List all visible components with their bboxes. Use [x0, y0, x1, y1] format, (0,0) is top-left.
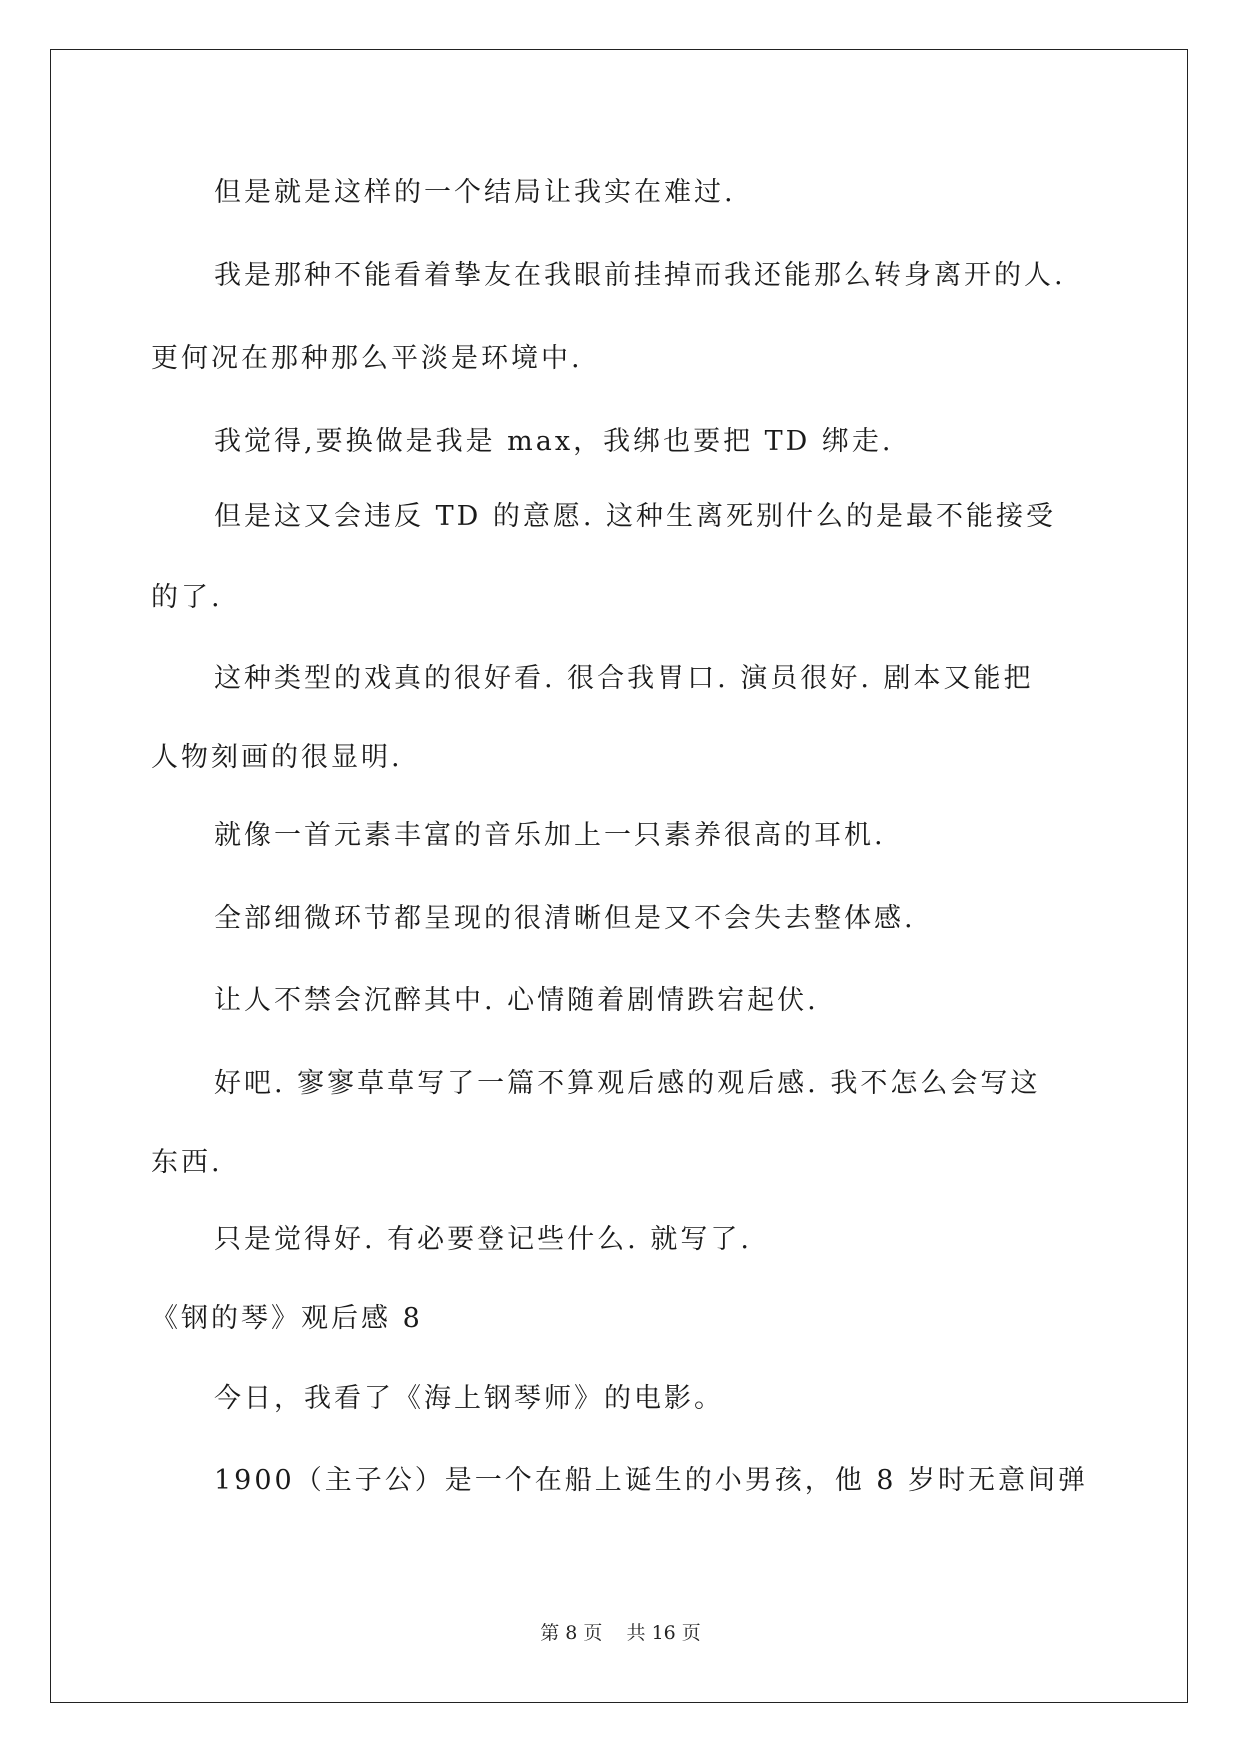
- text-line: 的了.: [151, 582, 223, 613]
- page-number: 第 8 页: [540, 1622, 603, 1644]
- text-line: 好吧. 寥寥草草写了一篇不算观后感的观后感. 我不怎么会写这: [214, 1068, 1041, 1099]
- section-heading: 《钢的琴》观后感 8: [151, 1303, 423, 1334]
- page-border: [50, 49, 1188, 1703]
- footer-gap: [602, 1622, 626, 1644]
- text-line: 让人不禁会沉醉其中. 心情随着剧情跌宕起伏.: [214, 985, 819, 1016]
- text-line: 就像一首元素丰富的音乐加上一只素养很高的耳机.: [214, 820, 886, 851]
- text-line: 今日，我看了《海上钢琴师》的电影。: [214, 1383, 724, 1414]
- text-line: 我觉得,要换做是我是 max，我绑也要把 TD 绑走.: [214, 426, 894, 457]
- page-total: 共 16 页: [626, 1622, 701, 1644]
- text-line: 只是觉得好. 有必要登记些什么. 就写了.: [214, 1224, 752, 1255]
- text-line: 更何况在那种那么平淡是环境中.: [151, 343, 583, 374]
- text-line: 但是就是这样的一个结局让我实在难过.: [214, 177, 736, 208]
- text-line: 人物刻画的很显明.: [151, 742, 403, 773]
- text-line: 这种类型的戏真的很好看. 很合我胃口. 演员很好. 剧本又能把: [214, 663, 1034, 694]
- text-line: 东西.: [151, 1147, 223, 1178]
- text-line: 我是那种不能看着挚友在我眼前挂掉而我还能那么转身离开的人.: [214, 260, 1066, 291]
- text-line: 1900（主子公）是一个在船上诞生的小男孩，他 8 岁时无意间弹: [214, 1465, 1089, 1496]
- text-line: 但是这又会违反 TD 的意愿. 这种生离死别什么的是最不能接受: [214, 501, 1056, 532]
- text-line: 全部细微环节都呈现的很清晰但是又不会失去整体感.: [214, 903, 916, 934]
- page-footer: [0, 1618, 1241, 1645]
